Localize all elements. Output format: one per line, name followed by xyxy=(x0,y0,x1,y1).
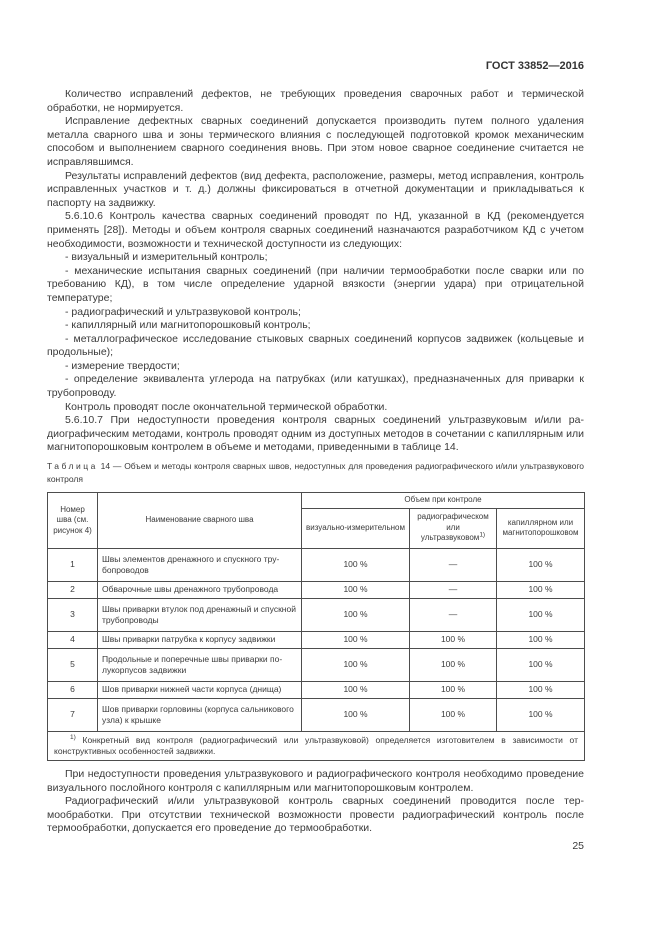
cell-weld-name: Обварочные швы дренажного трубопровода xyxy=(98,581,302,598)
cell-visual: 100 % xyxy=(302,581,410,598)
table-footnote-row xyxy=(48,731,585,760)
weld-control-table xyxy=(47,492,585,761)
cell-visual: 100 % xyxy=(302,681,410,698)
cell-weld-name: Швы приварки втулок под дренажный и спускной трубопроводы xyxy=(98,598,302,631)
list-item: - измерение твердости; xyxy=(65,359,180,372)
cell-weld-name: Швы приварки патрубка к корпусу задвижки xyxy=(98,631,302,648)
table-footnote-text: Конкретный вид контроля (радиографический или ультразвуковой) определяется изготовителем в зависимости от конструктивных особенностей задвижки. xyxy=(54,734,578,756)
cell-radiographic: — xyxy=(410,548,497,581)
paragraph: При недоступности проведения ультразвукового и радиографического контроля необходимо проведение визуального послойного контроля с капиллярным или магнитопорошковым контролем. xyxy=(47,768,584,794)
cell-weld-name: Швы элементов дренажного и спускного трубопроводов xyxy=(98,548,302,581)
paragraph: Результаты исправлений дефектов (вид дефекта, расположение, размеры, метод исправления, контроль исправленных участков и т. д.) должны фиксироваться в отчетной документации и прикладываться к паспорту на задвижку. xyxy=(47,169,584,209)
cell-capillary: 100 % xyxy=(497,681,585,698)
body-text-block xyxy=(47,88,584,455)
cell-capillary: 100 % xyxy=(497,548,585,581)
table-row xyxy=(48,631,585,648)
cell-capillary: 100 % xyxy=(497,698,585,731)
cell-capillary: 100 % xyxy=(497,598,585,631)
cell-weld-name: Шов приварки нижней части корпуса (днища) xyxy=(98,681,302,698)
table-row xyxy=(48,581,585,598)
paragraph-clause-5-6-10-6: 5.6.10.6 Контроль качества сварных соединений проводят по НД, указанной в КД (рекомендуется применять [28]). Методы и объем контроля сварных соединений назначаются разработчиком КД с учетом необходимости, возможности и технической доступности из следующих: xyxy=(47,210,584,250)
cell-capillary: 100 % xyxy=(497,581,585,598)
table-footnote xyxy=(52,734,580,758)
cell-visual: 100 % xyxy=(302,698,410,731)
table-row xyxy=(48,698,585,731)
col-header-capillary: капиллярном или магнитопорошковом xyxy=(497,508,585,548)
footnote-marker: 1) xyxy=(479,531,486,539)
col-header-radiographic-text: радиографическом или ультразвуковом xyxy=(417,512,489,543)
table-caption-label: Таблица xyxy=(47,461,98,471)
col-header-radiographic xyxy=(410,508,497,548)
list-item: - металлографическое исследование стыковых сварных соединений корпусов задвижек (кольцевые и продольные); xyxy=(47,332,584,359)
table-footnote-cell xyxy=(48,731,585,760)
cell-radiographic: — xyxy=(410,581,497,598)
paragraph: Количество исправлений дефектов, не требующих проведения сварочных работ и термической обработки, не нормируется. xyxy=(47,88,584,114)
table-row xyxy=(48,548,585,581)
table-block xyxy=(47,460,584,761)
cell-radiographic: 100 % xyxy=(410,631,497,648)
table-row xyxy=(48,648,585,681)
col-header-weld-name: Наименование сварного шва xyxy=(98,493,302,549)
doc-number-header: ГОСТ 33852—2016 xyxy=(485,60,584,72)
table-row xyxy=(48,681,585,698)
cell-weld-number: 7 xyxy=(48,698,98,731)
cell-radiographic: 100 % xyxy=(410,648,497,681)
list-item: - определение эквивалента углерода на патрубках (или катушках), предназначенных для приварки к трубопроводу. xyxy=(47,373,584,400)
after-table-text-block xyxy=(47,768,584,836)
cell-radiographic: — xyxy=(410,598,497,631)
col-header-volume-span: Объем при контроле xyxy=(302,493,585,509)
cell-visual: 100 % xyxy=(302,548,410,581)
cell-weld-number: 3 xyxy=(48,598,98,631)
cell-visual: 100 % xyxy=(302,648,410,681)
cell-capillary: 100 % xyxy=(497,631,585,648)
cell-weld-number: 4 xyxy=(48,631,98,648)
cell-weld-number: 6 xyxy=(48,681,98,698)
cell-visual: 100 % xyxy=(302,631,410,648)
paragraph: Радиографический и/или ультразвуковой контроль сварных соединений проводится после термообработки. При отсутствии технической возможности провести радиографический контроль после термообработки, допускается его проведение до термообработки. xyxy=(47,795,584,835)
cell-radiographic: 100 % xyxy=(410,698,497,731)
cell-capillary: 100 % xyxy=(497,648,585,681)
cell-visual: 100 % xyxy=(302,598,410,631)
list-item: - радиографический и ультразвуковой контроль; xyxy=(65,305,301,318)
paragraph: Контроль проводят после окончательной термической обработки. xyxy=(65,400,388,413)
table-row xyxy=(48,598,585,631)
table-caption-text: 14 — Объем и методы контроля сварных швов, недоступных для проведения радиографического и/или ультразвукового контроля xyxy=(47,461,584,484)
list-item: - визуальный и измерительный контроль; xyxy=(65,251,268,264)
cell-weld-name: Продольные и поперечные швы приварки полукорпусов задвижки xyxy=(98,648,302,681)
col-header-weld-number: Номер шва (см. рисунок 4) xyxy=(48,493,98,549)
list-item: - капиллярный или магнитопорошковый контроль; xyxy=(65,319,311,332)
footnote-marker: 1) xyxy=(70,733,76,741)
paragraph-clause-5-6-10-7: 5.6.10.7 При недоступности проведения контроля сварных соединений ультразвуковым и/или радиографическим методами, контроль проводят одним из доступных методов в сочетании с капиллярным или магнитопорошковым контролем в объеме и методами, приведенными в таблице 14. xyxy=(47,414,584,454)
paragraph: Исправление дефектных сварных соединений допускается производить путем полного удаления металла сварного шва и зоны термического влияния с последующей подготовкой кромок механическим способом и выполнением сварного соединения вновь. При этом новое сварное соединение считается не исправлявшимся. xyxy=(47,115,584,168)
cell-weld-number: 1 xyxy=(48,548,98,581)
list-item: - механические испытания сварных соединений (при наличии термообработки после сварки или по требованию КД), в том числе определение ударной вязкости (энергии удара) при отрицательной температуре; xyxy=(47,264,584,304)
page-number: 25 xyxy=(572,840,584,852)
cell-weld-number: 5 xyxy=(48,648,98,681)
cell-weld-number: 2 xyxy=(48,581,98,598)
col-header-visual: визуально-измерительном xyxy=(302,508,410,548)
table-caption xyxy=(47,460,584,486)
cell-weld-name: Шов приварки горловины (корпуса сальникового узла) к крышке xyxy=(98,698,302,731)
cell-radiographic: 100 % xyxy=(410,681,497,698)
